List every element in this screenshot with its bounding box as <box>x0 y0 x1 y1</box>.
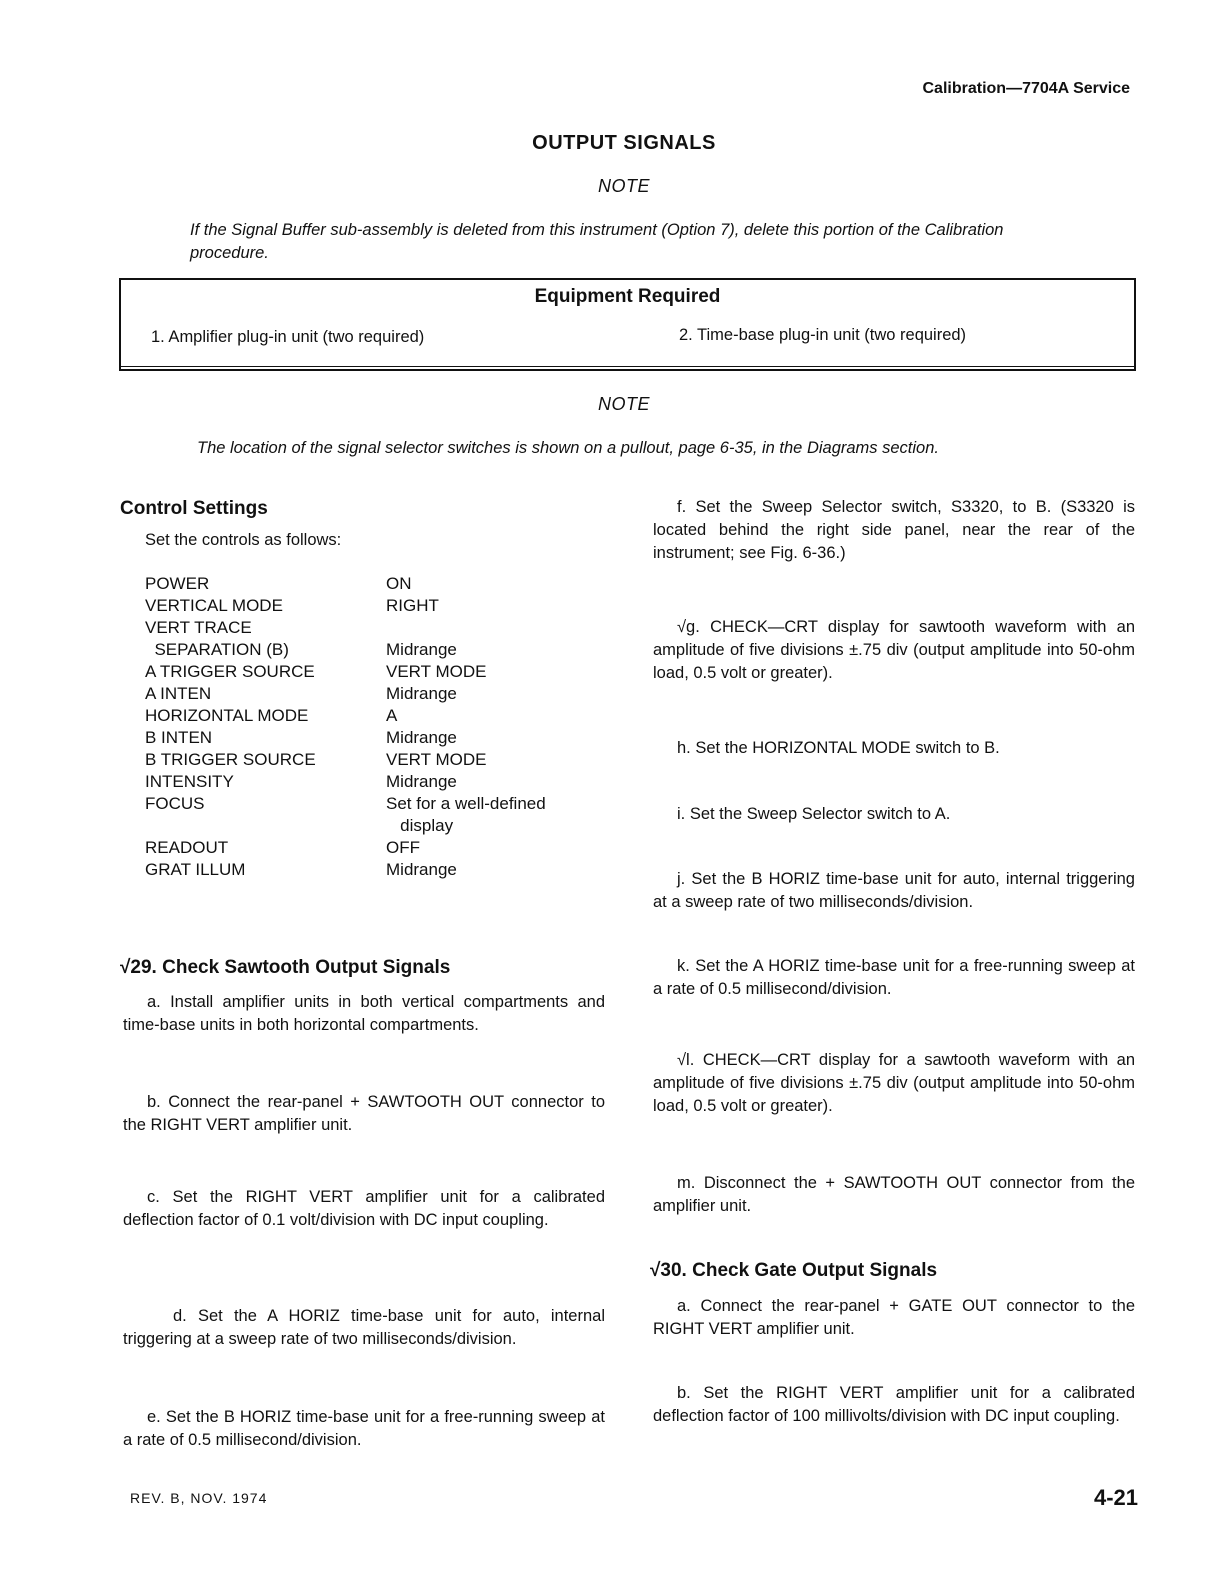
settings-row <box>145 749 546 771</box>
setting-control: VERT TRACE <box>145 618 252 637</box>
equipment-item-1: 1. Amplifier plug-in unit (two required) <box>151 328 425 346</box>
setting-control: INTENSITY <box>145 772 234 791</box>
setting-control: B INTEN <box>145 728 213 747</box>
note-text: The location of the signal selector switches is shown on a pullout, page 6-35, in the Diagrams section. <box>197 439 939 457</box>
step-29k: k. Set the A HORIZ time-base unit for a free-running sweep at a rate of 0.5 millisecond/division. <box>653 957 1135 998</box>
step-29e: e. Set the B HORIZ time-base unit for a free-running sweep at a rate of 0.5 millisecond/division. <box>123 1408 605 1449</box>
equipment-title: Equipment Required <box>534 286 721 307</box>
setting-value: RIGHT <box>386 596 439 615</box>
settings-row <box>145 837 546 859</box>
step-29j: j. Set the B HORIZ time-base unit for auto, internal triggering at a sweep rate of two milliseconds/division. <box>653 870 1135 911</box>
setting-value: Midrange <box>386 772 457 791</box>
setting-control: A TRIGGER SOURCE <box>145 662 315 681</box>
step-30-heading: √30. Check Gate Output Signals <box>650 1260 938 1281</box>
step-29c: c. Set the RIGHT VERT amplifier unit for a calibrated deflection factor of 0.1 volt/division with DC input coupling. <box>123 1188 605 1229</box>
page-number: 4-21 <box>1093 1485 1138 1510</box>
note-text: If the Signal Buffer sub-assembly is deleted from this instrument (Option 7), delete this portion of the Calibration procedure. <box>190 221 1004 262</box>
equipment-item-2: 2. Time-base plug-in unit (two required) <box>679 326 967 344</box>
section-title: OUTPUT SIGNALS <box>532 132 716 154</box>
setting-value <box>386 617 546 639</box>
setting-control: FOCUS <box>145 794 205 813</box>
settings-row <box>145 771 546 793</box>
setting-value: ON <box>386 574 412 593</box>
setting-value: VERT MODE <box>386 750 487 769</box>
settings-row <box>145 595 546 617</box>
step-29d: d. Set the A HORIZ time-base unit for auto, internal triggering at a sweep rate of two milliseconds/division. <box>123 1307 605 1348</box>
step-30a: a. Connect the rear-panel + GATE OUT connector to the RIGHT VERT amplifier unit. <box>653 1297 1135 1338</box>
setting-control: READOUT <box>145 838 229 857</box>
setting-value: Midrange <box>386 860 457 879</box>
setting-control: GRAT ILLUM <box>145 860 246 879</box>
setting-control <box>145 815 386 837</box>
setting-control: SEPARATION (B) <box>145 640 289 659</box>
step-29g: √g. CHECK—CRT display for sawtooth waveform with an amplitude of five divisions ±.75 div (output amplitude into 50-ohm load, 0.5 volt or greater). <box>653 618 1135 682</box>
equipment-required-box <box>119 278 1136 371</box>
step-29l: √l. CHECK—CRT display for a sawtooth waveform with an amplitude of five divisions ±.75 div (output amplitude into 50-ohm load, 0.5 volt or greater). <box>653 1051 1135 1115</box>
step-29b: b. Connect the rear-panel + SAWTOOTH OUT connector to the RIGHT VERT amplifier unit. <box>123 1093 605 1134</box>
settings-row <box>145 793 546 815</box>
revision-date: REV. B, NOV. 1974 <box>130 1490 268 1506</box>
control-settings-table <box>145 573 546 881</box>
step-29-heading: √29. Check Sawtooth Output Signals <box>120 957 451 978</box>
settings-row <box>145 705 546 727</box>
setting-value: Set for a well-defined <box>386 794 546 813</box>
setting-value: OFF <box>386 838 420 857</box>
settings-row <box>145 683 546 705</box>
control-settings-intro: Set the controls as follows: <box>145 531 342 549</box>
settings-row <box>145 815 546 837</box>
note-label: NOTE <box>597 176 650 196</box>
setting-value: A <box>386 706 398 725</box>
step-29m: m. Disconnect the + SAWTOOTH OUT connector from the amplifier unit. <box>653 1174 1135 1215</box>
step-30b: b. Set the RIGHT VERT amplifier unit for a calibrated deflection factor of 100 millivolts/division with DC input coupling. <box>653 1384 1135 1425</box>
settings-row <box>145 617 546 639</box>
settings-row <box>145 859 546 881</box>
step-29h: h. Set the HORIZONTAL MODE switch to B. <box>677 739 1000 757</box>
running-header: Calibration—7704A Service <box>922 80 1130 97</box>
settings-row <box>145 661 546 683</box>
setting-control: A INTEN <box>145 684 212 703</box>
setting-value: Midrange <box>386 728 457 747</box>
setting-value: Midrange <box>386 640 457 659</box>
settings-row <box>145 639 546 661</box>
setting-value: Midrange <box>386 684 457 703</box>
setting-value: display <box>386 816 454 835</box>
setting-control: VERTICAL MODE <box>145 596 283 615</box>
control-settings-heading: Control Settings <box>120 498 268 519</box>
setting-control: B TRIGGER SOURCE <box>145 750 316 769</box>
settings-row <box>145 573 546 595</box>
setting-value: VERT MODE <box>386 662 487 681</box>
setting-control: HORIZONTAL MODE <box>145 706 309 725</box>
step-29a: a. Install amplifier units in both vertical compartments and time-base units in both horizontal compartments. <box>123 993 605 1034</box>
settings-row <box>145 727 546 749</box>
step-29i: i. Set the Sweep Selector switch to A. <box>677 805 951 823</box>
box-divider <box>121 366 1134 367</box>
step-29f: f. Set the Sweep Selector switch, S3320, to B. (S3320 is located behind the right side panel, near the rear of the instrument; see Fig. 6-36.) <box>653 498 1135 562</box>
setting-control: POWER <box>145 574 210 593</box>
note-label: NOTE <box>597 394 650 414</box>
